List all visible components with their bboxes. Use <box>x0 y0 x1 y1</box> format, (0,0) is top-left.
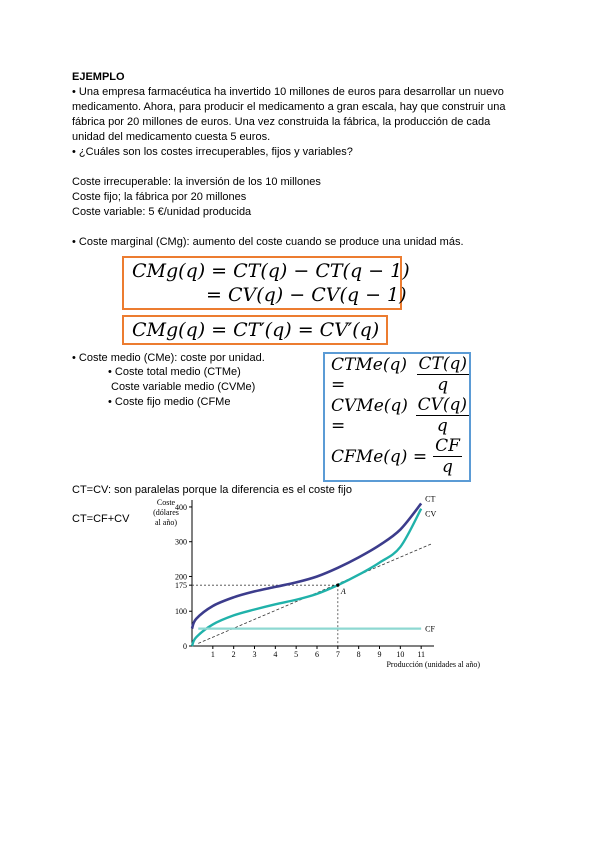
average-total-cost-item: • Coste total medio (CTMe) <box>108 366 241 378</box>
y-tick-label: 100 <box>175 607 187 617</box>
x-tick-label: 6 <box>315 650 319 659</box>
answer-fixed-cost: Coste fijo; la fábrica por 20 millones <box>72 191 247 203</box>
intro-paragraph: • Una empresa farmacéutica ha invertido 10 millones de euros para desarrollar un nuevo medicamento. Ahora, para producir el medicamento a gran escala, hay que construir una fábrica por 20 millones de euros. Una vez construida la fábrica, la producción de cada unidad del medicamento cuesta 5 euros. <box>72 86 506 143</box>
x-tick-label: 9 <box>377 650 382 659</box>
point-a-label: A <box>340 587 346 597</box>
question: • ¿Cuáles son los costes irrecuperables, fijos y variables? <box>72 146 353 158</box>
x-tick-label: 2 <box>231 650 236 659</box>
x-tick-label: 5 <box>294 650 299 659</box>
y-tick-label: 400 <box>175 502 187 512</box>
cvme-formula: CVMe(q) = $\frac{CV(q)}{q}$ <box>331 395 467 436</box>
x-axis-label: Producción (unidades al año) <box>386 660 480 669</box>
y-axis-label: al año) <box>155 518 177 527</box>
heading: EJEMPLO <box>72 71 125 83</box>
marginal-cost-definition: • Coste marginal (CMg): aumento del coste cuando se produce una unidad más. <box>72 236 464 248</box>
y-tick-label: 0 <box>183 642 187 651</box>
note-parallel: CT=CV: son paralelas porque la diferencia es el coste fijo <box>72 484 352 496</box>
cfme-formula: CFMe(q) = $\frac{CF}{q}$ <box>331 436 460 477</box>
series-ct-label: CT <box>425 494 436 504</box>
point-a-marker <box>336 584 339 587</box>
x-tick-label: 3 <box>252 650 257 659</box>
note-total-cost: CT=CF+CV <box>72 513 130 525</box>
y-tick-label: 175 <box>175 581 187 591</box>
series-cv-label: CV <box>425 509 437 519</box>
series-ct-line <box>192 503 421 628</box>
y-tick-label: 300 <box>175 537 187 547</box>
series-cf-label: CF <box>425 624 435 634</box>
answer-sunk-cost: Coste irrecuperable: la inversión de los 10 millones <box>72 176 321 188</box>
formula-line-2: = CV(q) − CV(q − 1) <box>206 284 407 306</box>
x-tick-label: 8 <box>356 650 361 659</box>
y-axis-label: Coste <box>156 498 176 507</box>
x-tick-label: 11 <box>417 650 426 659</box>
x-tick-label: 7 <box>335 650 340 659</box>
average-variable-cost-item: Coste variable medio (CVMe) <box>111 381 256 393</box>
series-cv-line <box>192 509 421 646</box>
x-tick-label: 1 <box>210 650 215 659</box>
y-tick-label: 200 <box>175 572 187 582</box>
formula-line-1: CMg(q) = CT(q) − CT(q − 1) <box>132 260 410 282</box>
x-tick-label: 10 <box>396 650 405 659</box>
ctme-formula: CTMe(q) = $\frac{CT(q)}{q}$ <box>331 354 467 395</box>
formula-derivative: CMg(q) = CT′(q) = CV′(q) <box>132 319 380 341</box>
x-tick-label: 4 <box>273 650 278 659</box>
answer-variable-cost: Coste variable: 5 €/unidad producida <box>72 206 252 218</box>
average-fixed-cost-item: • Coste fijo medio (CFMe <box>108 396 231 408</box>
average-cost-definition: • Coste medio (CMe): coste por unidad. <box>72 352 265 364</box>
y-axis-label: (dólares <box>153 508 179 517</box>
